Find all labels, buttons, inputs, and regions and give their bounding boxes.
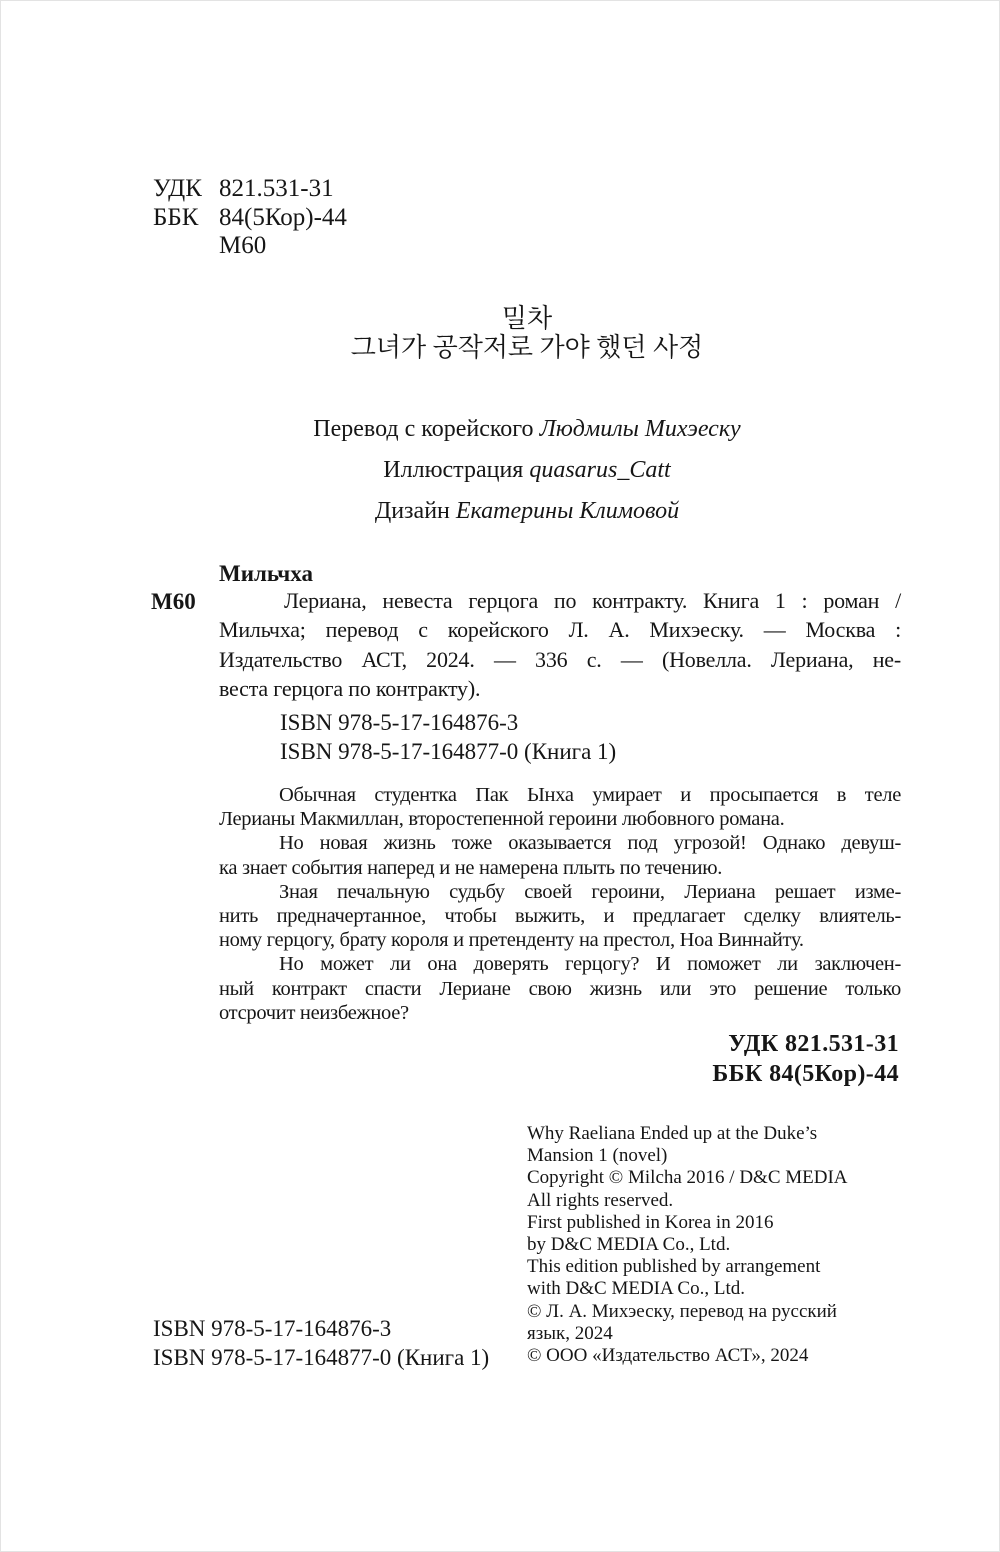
text-line: © ООО «Издательство АСТ», 2024 [527, 1345, 809, 1367]
credit-designer-prefix: Дизайн [374, 498, 456, 524]
annotation-paragraph-3 [219, 880, 901, 953]
text-line: Издательство АСТ, 2024. — 336 с. — (Новелла. Лериана, не- [219, 646, 901, 672]
text-line: ISBN 978-5-17-164876-3 [280, 710, 519, 735]
author-code-spacer [153, 232, 219, 261]
text-line: Mansion 1 (novel) [527, 1145, 668, 1167]
credit-translator [153, 409, 901, 450]
udk-value: 821.531-31 [219, 175, 334, 202]
text-line: Но новая жизнь тоже оказывается под угрозой! Однако девуш- [279, 832, 901, 855]
catalog-card-description [219, 586, 901, 703]
text-line: with D&C MEDIA Co., Ltd. [527, 1278, 745, 1300]
text-line: Why Raeliana Ended up at the Duke’s [527, 1123, 818, 1144]
text-line: by D&C MEDIA Co., Ltd. [527, 1234, 731, 1256]
author-code: М60 [219, 232, 267, 259]
classification-codes [153, 175, 347, 261]
udk-row [153, 175, 347, 204]
bbk-value: 84(5Кор)-44 [219, 203, 347, 231]
text-line: ISBN 978-5-17-164877-0 (Книга 1) [153, 1344, 490, 1370]
text-line: ному герцогу, брату короля и претенденту на престол, Ноа Виннайту. [219, 929, 804, 952]
udk-bold: УДК 821.531-31 [728, 1031, 899, 1057]
text-line: All rights reserved. [527, 1189, 674, 1211]
text-line: Copyright © Milcha 2016 / D&C MEDIA [527, 1167, 848, 1189]
bottom-isbn-block [153, 1315, 489, 1372]
credit-translator-name: Людмилы Михэеску [539, 416, 741, 442]
catalog-card-isbn [280, 708, 616, 766]
text-line: ISBN 978-5-17-164877-0 (Книга 1) [280, 739, 617, 764]
credit-illustrator-name: quasarus_Catt [529, 457, 671, 483]
korean-title-line2: 그녀가 공작저로 가야 했던 사정 [350, 333, 704, 362]
credit-illustrator [153, 450, 901, 491]
text-line: First published in Korea in 2016 [527, 1211, 774, 1233]
copyright-block [527, 1123, 848, 1367]
text-line: Обычная студентка Пак Ынха умирает и просыпается в теле [279, 784, 901, 806]
text-line: ка знает события наперед и не намерена плыть по течению. [219, 856, 723, 879]
text-line: ный контракт спасти Лериане свою жизнь или это решение только [219, 977, 901, 1000]
udk-label: УДК [153, 175, 202, 202]
credits-block [153, 409, 901, 532]
annotation-block [219, 783, 901, 1025]
catalog-card-author: Мильчха [219, 561, 313, 586]
text-line: Лериана, невеста герцога по контракту. Книга 1 : роман / [284, 588, 901, 613]
bbk-bold: ББК 84(5Кор)-44 [712, 1061, 899, 1087]
text-line: ISBN 978-5-17-164876-3 [153, 1316, 392, 1341]
bbk-row [153, 204, 347, 233]
text-line: Но может ли она доверять герцогу? И поможет ли заключен- [279, 953, 901, 976]
text-line: отсрочит неизбежное? [219, 1001, 409, 1024]
catalog-card-code: М60 [151, 589, 196, 614]
original-korean-title [153, 304, 901, 362]
classification-codes-bold [153, 1029, 899, 1089]
annotation-paragraph-4 [219, 952, 901, 1025]
text-line: веста герцога по контракту). [219, 675, 481, 701]
text-line: Лерианы Макмиллан, второстепенной героини любовного романа. [219, 808, 785, 831]
credit-designer [153, 491, 901, 532]
annotation-paragraph-1 [219, 783, 901, 831]
annotation-paragraph-2 [219, 831, 901, 879]
text-line: This edition published by arrangement [527, 1256, 821, 1278]
text-line: язык, 2024 [527, 1322, 613, 1344]
text-line: Зная печальную судьбу своей героини, Лериана решает изме- [279, 880, 901, 903]
credit-translator-prefix: Перевод с корейского [313, 416, 540, 442]
bbk-label: ББК [153, 203, 199, 231]
credit-illustrator-prefix: Иллюстрация [383, 457, 530, 483]
text-line: Мильчха; перевод с корейского Л. А. Михэеску. — Москва : [219, 617, 901, 643]
credit-designer-name: Екатерины Климовой [455, 498, 680, 524]
text-line: © Л. А. Михэеску, перевод на русский [527, 1300, 837, 1322]
korean-title-line1: 밀차 [501, 304, 553, 333]
text-line: нить предначертанное, чтобы выжить, и предлагает сделку влиятель- [219, 905, 901, 928]
author-code-row [153, 232, 347, 261]
